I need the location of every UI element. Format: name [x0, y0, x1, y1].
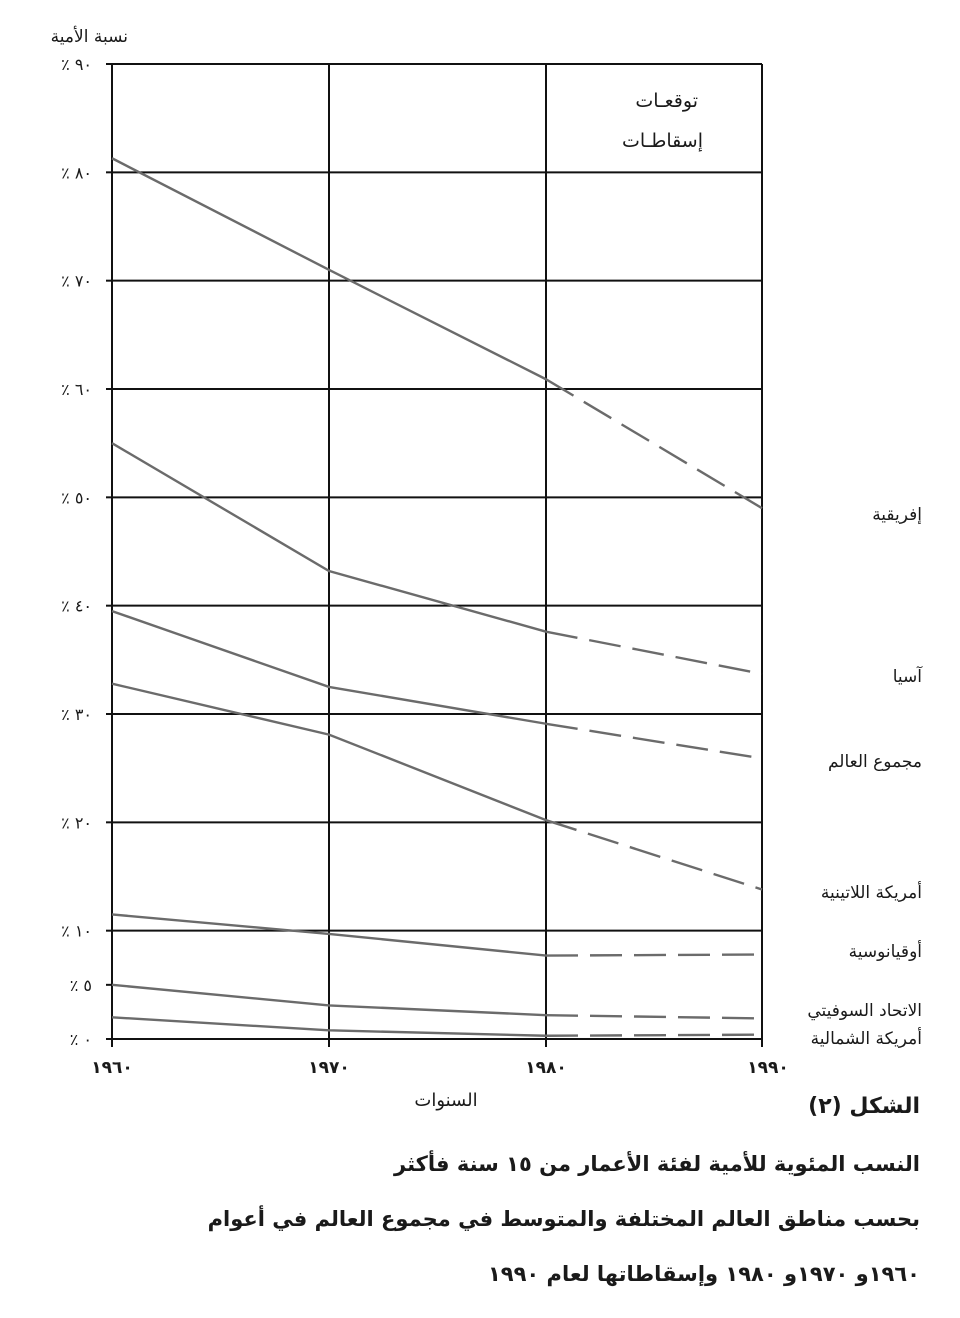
- series-projection-3: [546, 820, 762, 889]
- y-tick-label: ٪ ٣٠: [61, 705, 92, 725]
- y-tick-label: ٪ ٥: [69, 975, 92, 995]
- series-label: الاتحاد السوفيتي: [807, 1001, 922, 1021]
- x-tick-label: ١٩٩٠: [747, 1058, 789, 1078]
- figure-number: الشكل (٢): [808, 1094, 920, 1119]
- x-tick-label: ١٩٦٠: [91, 1058, 133, 1078]
- y-tick-label: ٪ ٩٠: [61, 55, 92, 75]
- y-tick-label: ٪ ٠: [69, 1030, 92, 1049]
- y-tick-label: ٪ ١٠: [61, 921, 92, 941]
- series-label: مجموع العالم: [827, 752, 922, 772]
- projection-note-line-1: توقعـات: [635, 90, 698, 112]
- series-labels: [807, 505, 923, 1049]
- y-axis-label: نسبة الأمية: [50, 27, 128, 47]
- caption-line-3: ١٩٦٠و ١٩٧٠و ١٩٨٠ وإسقاطاتها لعام ١٩٩٠: [487, 1262, 920, 1286]
- series-label: إفريقية: [872, 505, 922, 525]
- y-tick-label: ٪ ٨٠: [61, 163, 92, 183]
- x-tick-label: ١٩٧٠: [308, 1058, 350, 1078]
- series-label: أمريكة الشمالية: [810, 1029, 922, 1049]
- series-projection-1: [546, 632, 762, 674]
- y-tick-label: ٪ ٥٠: [61, 488, 92, 508]
- series-projection-0: [546, 379, 762, 508]
- y-tick-label: ٪ ٤٠: [61, 596, 92, 616]
- chart-series: [112, 158, 762, 1035]
- series-label: أمريكة اللاتينية: [820, 883, 922, 903]
- series-projection-5: [546, 1015, 762, 1018]
- x-tick-labels: [91, 1058, 789, 1078]
- x-axis-label: السنوات: [414, 1090, 478, 1111]
- series-label: أوقيانوسية: [848, 942, 922, 962]
- caption-line-2: بحسب مناطق العالم المختلفة والمتوسط في مجموع العالم في أعوام: [207, 1207, 920, 1231]
- y-tick-labels: [61, 55, 92, 1049]
- y-tick-label: ٪ ٧٠: [61, 271, 92, 291]
- chart-grid: [106, 64, 762, 1047]
- series-label: آسيا: [892, 667, 922, 687]
- series-projection-6: [546, 1035, 762, 1036]
- caption-line-1: النسب المئوية للأمية لفئة الأعمار من ١٥ سنة فأكثر: [394, 1152, 920, 1176]
- series-projection-4: [546, 955, 762, 956]
- x-tick-label: ١٩٨٠: [525, 1058, 567, 1078]
- projection-note-line-2: إسقاطـات: [622, 130, 703, 152]
- y-tick-label: ٪ ٢٠: [61, 813, 92, 833]
- y-tick-label: ٪ ٦٠: [61, 380, 92, 400]
- series-projection-2: [546, 724, 762, 759]
- projection-note: [622, 90, 703, 153]
